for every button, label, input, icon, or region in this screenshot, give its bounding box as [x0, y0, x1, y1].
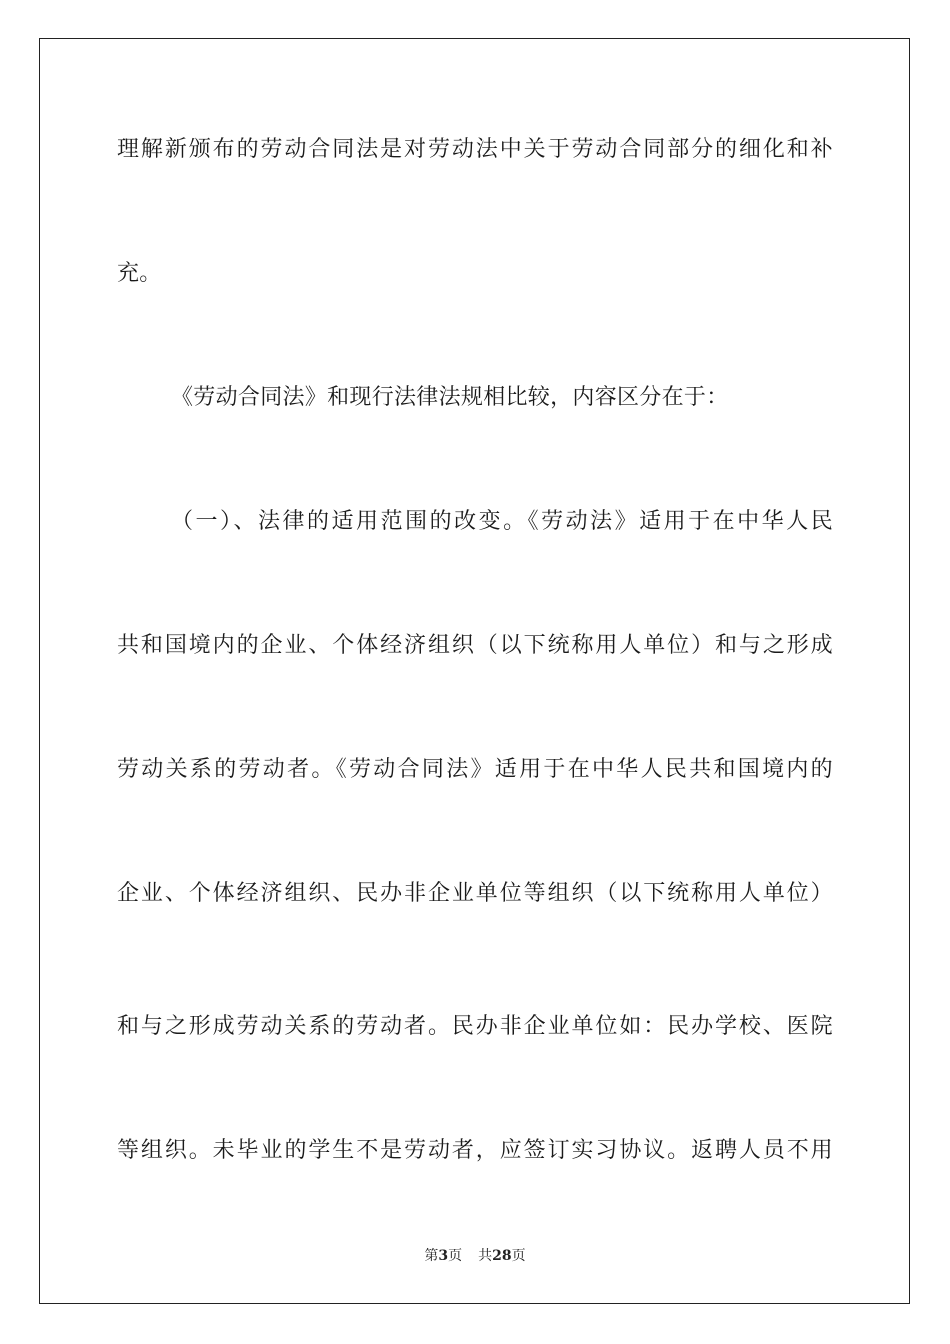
body-line-7: 企业、个体经济组织、民办非企业单位等组织（以下统称用人单位）: [117, 881, 833, 906]
body-line-8: 和与之形成劳动关系的劳动者。民办非企业单位如：民办学校、医院: [117, 1014, 833, 1039]
page-prefix: 第: [424, 1248, 439, 1264]
page-footer: [0, 1246, 950, 1266]
total-prefix: 共: [478, 1248, 493, 1264]
body-line-3: 《劳动合同法》和现行法律法规相比较，内容区分在于：: [171, 385, 729, 410]
body-line-4: （一）、法律的适用范围的改变。《劳动法》适用于在中华人民: [171, 509, 833, 534]
page-number: 3: [438, 1248, 449, 1264]
body-line-5: 共和国境内的企业、个体经济组织（以下统称用人单位）和与之形成: [117, 633, 833, 658]
body-line-6: 劳动关系的劳动者。《劳动合同法》适用于在中华人民共和国境内的: [117, 757, 833, 782]
body-line-2: 充。: [117, 261, 162, 286]
total-suffix: 页: [511, 1248, 526, 1264]
total-pages: 28: [492, 1248, 512, 1264]
page-suffix: 页: [448, 1248, 463, 1264]
page-border: [39, 38, 910, 1304]
body-line-1: 理解新颁布的劳动合同法是对劳动法中关于劳动合同部分的细化和补: [117, 137, 833, 162]
body-line-9: 等组织。未毕业的学生不是劳动者，应签订实习协议。返聘人员不用: [117, 1138, 833, 1163]
